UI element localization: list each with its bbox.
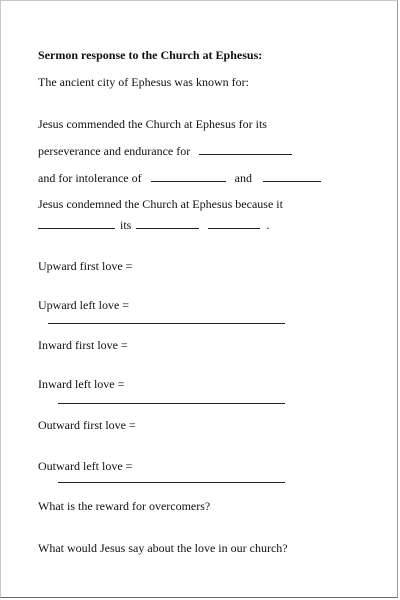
- condemned-blank-3[interactable]: [208, 218, 260, 229]
- period-text: .: [266, 218, 270, 232]
- upward-first-love-label: Upward first love =: [38, 259, 133, 273]
- condemned-line-2: [38, 218, 269, 232]
- ephesus-known-for-prompt: The ancient city of Ephesus was known for:: [38, 75, 249, 89]
- inward-left-love-label: Inward left love =: [38, 377, 125, 391]
- outward-left-love-label: Outward left love =: [38, 459, 133, 473]
- upward-left-love-label: Upward left love =: [38, 298, 130, 312]
- intolerance-blank-2[interactable]: [263, 171, 321, 182]
- outward-left-love-answer-line[interactable]: [58, 482, 285, 483]
- document-title: Sermon response to the Church at Ephesus:: [38, 48, 263, 62]
- love-question: What would Jesus say about the love in our church?: [38, 541, 288, 555]
- commended-line-2: [38, 144, 292, 158]
- commended-line-2-text: perseverance and endurance for: [38, 144, 191, 158]
- inward-first-love-label: Inward first love =: [38, 338, 128, 352]
- outward-first-love-label: Outward first love =: [38, 418, 136, 432]
- perseverance-blank[interactable]: [199, 144, 292, 155]
- intolerance-blank-1[interactable]: [151, 171, 226, 182]
- condemned-line-1: Jesus condemned the Church at Ephesus because it: [38, 197, 283, 211]
- intolerance-text: and for intolerance of: [38, 171, 142, 185]
- commended-line-1: Jesus commended the Church at Ephesus for its: [38, 117, 267, 131]
- and-text: and: [234, 171, 252, 185]
- condemned-blank-2[interactable]: [136, 218, 199, 229]
- upward-left-love-answer-line[interactable]: [48, 323, 285, 324]
- its-text: its: [120, 218, 132, 232]
- commended-line-3: [38, 171, 321, 185]
- condemned-blank-1[interactable]: [38, 218, 115, 229]
- reward-question: What is the reward for overcomers?: [38, 499, 211, 513]
- inward-left-love-answer-line[interactable]: [58, 403, 285, 404]
